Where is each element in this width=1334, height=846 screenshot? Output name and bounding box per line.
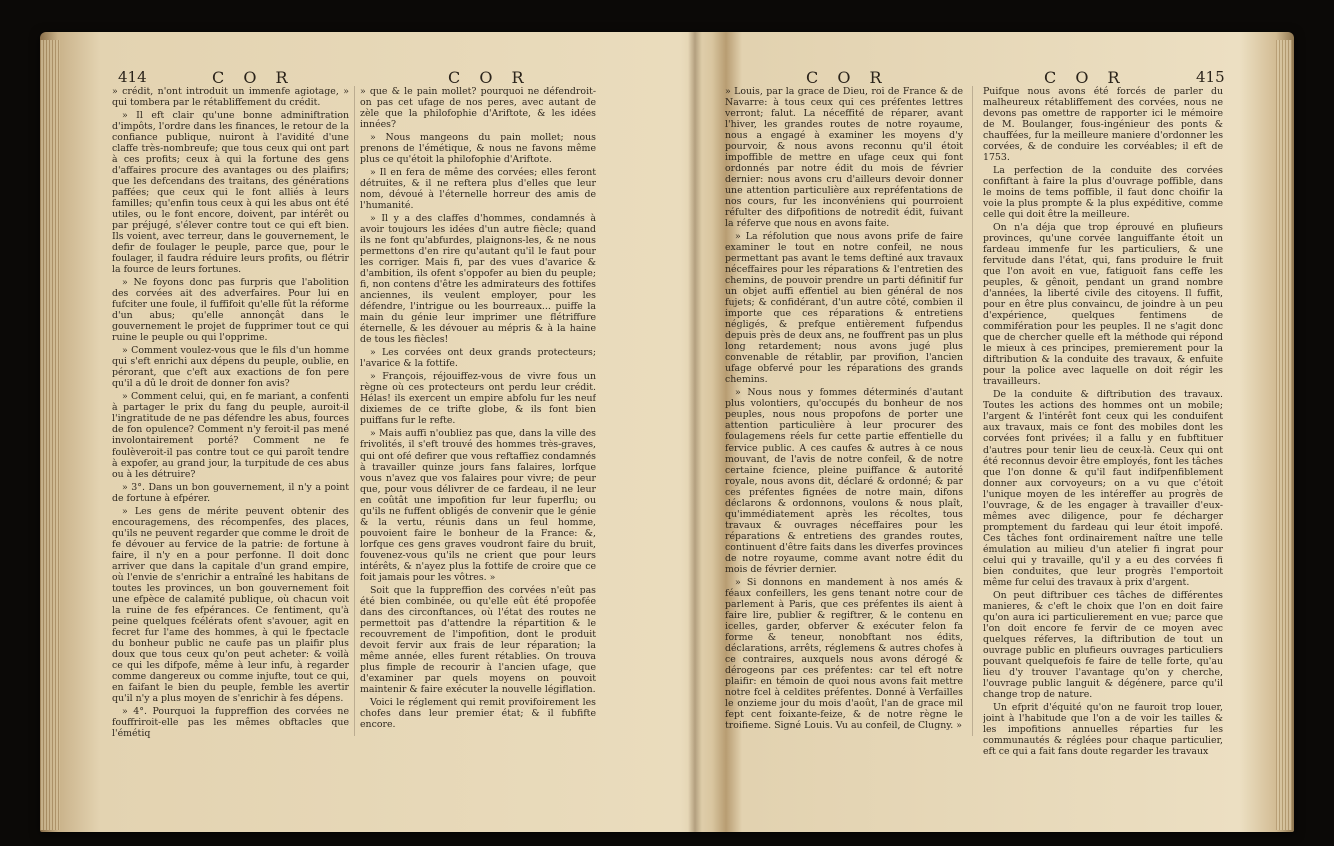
page-number-left: 414 (118, 68, 147, 86)
paragraph: » Comment voulez-vous que le fils d'un homme qui s'eft enrichi aux dépens du peuple, oublie, en pérorant, que c'eft aux exactions de fon pere qu'il a dû le droit de donner fon avis? (112, 345, 349, 390)
paragraph: » Louis, par la grace de Dieu, roi de France & de Navarre: à tous ceux qui ces préfentes lettres verront; falut. La néceffité de réparer, avant l'hiver, les grandes routes de notre royaume, nous a engagé à examiner les moyens d'y pourvoir, & nous avons reconnu qu'il étoit impoffible de mettre en ufage ceux qui font ordonnés par notre édit du mois de février dernier: nous avons cru d'ailleurs devoir donner une attention particulière aux repréfentations de nos cours, fur les inconvéniens qui pourroient réfulter des difpofitions de notredit édit, fuivant la réferve que nous en avons faite. (725, 86, 963, 230)
paragraph: » 4°. Pourquoi la fuppreffion des corvées ne fouffriroit-elle pas les mêmes obftacles que l'émétiq (112, 705, 349, 739)
paragraph: » La réfolution que nous avons prife de faire examiner le tout en notre confeil, ne nous permettant pas avant le tems deftiné aux travaux néceffaires pour les réparations & l'entretien des chemins, de pouvoir prendre un parti définitif fur un objet auffi effentiel au bien général de nos fujets; & confidérant, d'un autre côté, combien il importe que ces réparations & entretiens négligés, & prefque entièrement fufpendus depuis près de deux ans, ne fouffrent pas un plus long retardement; nous avons jugé plus convenable de rétablir, par provifion, l'ancien ufage obfervé pour les réparations des grands chemins. (725, 231, 963, 386)
paragraph: » Comment celui, qui, en fe mariant, a confenti à partager le prix du fang du peuple, auroit-il l'ingratitude de ne pas défendre les abus, fources de fon opulence? Comment n'y feroit-il pas mené involontairement porté? Comment ne fe foulèveroit-il pas contre tout ce qui paroît tendre à expofer, au grand jour, la turpitude de ces abus ou à les détruire? (112, 391, 349, 480)
book-gutter (688, 32, 702, 832)
running-head-right-2: C O R (1044, 68, 1127, 87)
column-rule-left (354, 86, 355, 736)
paragraph: La perfection de la conduite des corvées confiftant à faire la plus d'ouvrage poffible, dans le moins de tems poffible, il faut donc choifir la voie la plus prompte & la plus expéditive, comme celle qui doit être la meilleure. (983, 165, 1223, 221)
paragraph: De la conduite & diftribution des travaux. Toutes les actions des hommes ont un mobile; l'argent & l'intérêt font ceux qui les conduifent aux travaux, mais ce font des mobiles dont les corvées font privées; il a fallu y en fubftituer d'autres pour tenir lieu de ceux-là. Ceux qui ont été reconnus devoir être employés, font les tâches que l'on donne & qu'il faut indifpenfiblement donner aux corvoyeurs; on a vu que c'étoit l'unique moyen de les intéreffer au progrès de l'ouvrage, & de les engager à travailler d'eux-mêmes avec diligence, pour fe décharger promptement du fardeau qui leur étoit impofé. Ces tâches font ordinairement naître une telle émulation au milieu d'un atelier fi ingrat pour celui qui y travaille, qu'il y a eu des corvées fi bien conduites, que leur progrès l'emportoit même fur celui des travaux à prix d'argent. (983, 389, 1223, 588)
paragraph: » Nous nous y fommes déterminés d'autant plus volontiers, qu'occupés du bonheur de nos peuples, nous nous propofons de porter une attention particulière à leur procurer des foulagemens réels fur cette partie effentielle du fervice public. A ces caufes & autres à ce nous mouvant, de l'avis de notre confeil, & de notre certaine fcience, pleine puiffance & autorité royale, nous avons dit, déclaré & ordonné; & par ces préfentes fignées de notre main, difons déclarons & ordonnons, voulons & nous plaît, qu'immédiatement après les récoltes, tous travaux & ouvrages néceffaires pour les réparations & entretiens des grandes routes, continuent d'être faits dans les diverfes provinces de notre royaume, comme avant notre édit du mois de février dernier. (725, 387, 963, 575)
paragraph: » Les gens de mérite peuvent obtenir des encouragemens, des récompenfes, des places, qu'ils ne peuvent regarder que comme le droit de fe dévouer au fervice de la patrie: de fortune à faire, il n'y en a pour perfonne. Il doit donc arriver que dans la capitale d'un grand empire, où l'envie de s'enrichir a entraîné les habitans de toutes les provinces, un bon gouvernement foit une efpèce de calamité publique, où chacun voit la ruine de fes efpérances. Ce fentiment, qu'à peine quelques fcélérats ofent s'avouer, agit en fecret fur l'ame des hommes, à qui le fpectacle du bonheur public ne caufe pas un plaifir plus doux que tous ceux qu'on peut acheter: & voilà ce qui les difpofe, même à leur infu, à regarder comme dangereux ou comme injufte, tout ce qui, en faifant le bien du peuple, femble les avertir qu'il n'y a plus moyen de s'enrichir à fes dépens. (112, 505, 349, 704)
column-rule-right (972, 86, 973, 736)
paragraph: » Si donnons en mandement à nos amés & féaux confeillers, les gens tenant notre cour de parlement à Paris, que ces préfentes ils aient à faire lire, publier & regiftrer, & le contenu en icelles, garder, obferver & exécuter felon fa forme & teneur, nonobftant nos édits, déclarations, arrêts, réglemens & autres chofes à ce contraires, auxquels nous avons dérogé & dérogeons par ces préfentes: car tel eft notre plaifir: en témoin de quoi nous avons fait mettre notre fcel à celdites préfentes. Donné à Verfailles le onzieme jour du mois d'août, l'an de grace mil fept cent foixante-feize, & de notre règne le troifieme. Signé Louis. Vu au confeil, de Clugny. » (725, 576, 963, 731)
running-head-right-1: C O R (806, 68, 889, 87)
paragraph: » 3°. Dans un bon gouvernement, il n'y a point de fortune à efpérer. (112, 481, 349, 504)
running-head-left-1: C O R (212, 68, 295, 87)
paragraph: » Mais auffi n'oubliez pas que, dans la ville des frivolités, il s'eft trouvé des hommes très-graves, qui ont ofé defirer que vous reftaffiez condamnés à travailler quinze jours fans falaires, lorfque vous n'avez que vos falaires pour vivre; de peur que, pour vous délivrer de ce fardeau, il ne leur en coûtât une impofition fur leur fuperflu; ou qu'ils ne fuffent obligés de convenir que le génie & la vertu, réunis dans un feul homme, pouvoient faire le bonheur de la France: &, lorfque ces gens graves voudront faire du bruit, fouvenez-vous qu'ils ne crient que pour leurs intérêts, & n'ayez plus la fottife de croire que ce foit jamais pour les vôtres. » (360, 428, 596, 583)
paragraph: » Il y a des claffes d'hommes, condamnés à avoir toujours les idées d'un autre fiècle; quand ils ne font qu'abfurdes, plaignons-les, & ne nous permettons d'en rire qu'autant qu'il le faut pour les corriger. Mais fi, par des vues d'avarice & d'ambition, ils ofent s'oppofer au bien du peuple; fi, non contens d'être les admirateurs des fottifes anciennes, ils veulent employer, pour les défendre, l'intrigue ou les bourreaux... puiffe la main du génie leur imprimer une flétriffure éternelle, & les dévouer au mépris & à la haine de tous les fiècles! (360, 213, 596, 346)
paragraph: » Les corvées ont deux grands protecteurs; l'avarice & la fottife. (360, 347, 596, 370)
paragraph: » Nous mangeons du pain mollet; nous prenons de l'émétique, & nous ne favons même plus ce qu'étoit la philofophie d'Ariftote. (360, 132, 596, 166)
paragraph: » Il en fera de même des corvées; elles feront détruites, & il ne reftera plus d'elles que leur nom, dévoué à l'éternelle horreur des amis de l'humanité. (360, 167, 596, 212)
page-number-right: 415 (1196, 68, 1225, 86)
paragraph: Un efprit d'équité qu'on ne fauroit trop louer, joint à l'habitude que l'on a de voir les tailles & les impofitions annuelles réparties fur les communautés & réglées pour chaque particulier, eft ce qui a fait fans doute regarder les travaux (983, 701, 1223, 757)
text-column-1 (112, 86, 349, 812)
paragraph: » crédit, n'ont introduit un immenfe agiotage, » qui tombera par le rétabliffement du crédit. (112, 86, 349, 109)
text-column-3 (725, 86, 963, 812)
paragraph: » Ne foyons donc pas furpris que l'abolition des corvées ait des adverfaires. Pour lui en fufciter une foule, il fuffifoit qu'elle fût la réforme d'un abus; qu'elle annonçât dans le gouvernement le projet de fupprimer tout ce qui ruine le peuple ou qui l'opprime. (112, 277, 349, 344)
page-edges-right (1276, 40, 1292, 830)
paragraph: On n'a déja que trop éprouvé en plufieurs provinces, qu'une corvée languiffante étoit un fardeau immenfe fur les particuliers, & une fervitude dans l'état, qui, fans produire le fruit que l'on avoit en vue, fatiguoit fans ceffe les peuples, & gênoit, pendant un grand nombre d'années, la liberté civile des citoyens. Il fuffit, pour en être plus convaincu, de joindre à un peu d'expérience, quelques fentimens de commifération pour les peuples. Il ne s'agit donc que de chercher quelle eft la méthode qui répond le mieux à ces principes, premierement pour la diftribution & la conduite des travaux, & enfuite pour la police avec laquelle on doit régir les travailleurs. (983, 222, 1223, 388)
running-head-left-2: C O R (448, 68, 531, 87)
paragraph: » François, réjouiffez-vous de vivre fous un règne où ces protecteurs ont perdu leur crédit. Hélas! ils exercent un empire abfolu fur les neuf dixiemes de ce trifte globe, & ils font bien puiffans fur le refte. (360, 371, 596, 427)
paragraph: Voici le réglement qui remit provifoirement les chofes dans leur premier état; & il fubfifte encore. (360, 696, 596, 730)
paragraph: » que & le pain mollet? pourquoi ne défendroit-on pas cet ufage de nos peres, avec autant de zèle que la philofophie d'Ariftote, & les idées innées? (360, 86, 596, 131)
paragraph: On peut diftribuer ces tâches de différentes manieres, & c'eft le choix que l'on en doit faire qu'on aura ici particulierement en vue; parce que l'on doit encore fe fervir de ce moyen avec quelques réferves, la diftribution de tout un ouvrage public en plufieurs ouvrages particuliers pouvant quelquefois fe faire de telle forte, qu'au lieu d'y trouver l'avantage qu'on y cherche, l'ouvrage public languit & dégénere, parce qu'il change trop de nature. (983, 589, 1223, 700)
paragraph: Soit que la fuppreffion des corvées n'eût pas été bien combinée, ou qu'elle eût été propofée dans des circonftances, où l'état des routes ne permettoit pas d'attendre la répartition & le recouvrement de l'impofition, dont le produit devoit fervir aux frais de leur réparation; la même année, elles furent rétablies. On trouva plus fimple de recourir à l'ancien ufage, que d'examiner par quels moyens on pouvoit maintenir & faire exécuter la nouvelle légiflation. (360, 584, 596, 695)
page-edges-left (40, 40, 60, 830)
paragraph: Puifque nous avons été forcés de parler du malheureux rétabliffement des corvées, nous ne devons pas omettre de rapporter ici le mémoire de M. Boulanger, fous-ingénieur des ponts & chauffées, fur la meilleure maniere d'ordonner les corvées, & de conduire les corvéables; il eft de 1753. (983, 86, 1223, 164)
text-column-4 (983, 86, 1223, 812)
text-column-2 (360, 86, 596, 812)
paragraph: » Il eft clair qu'une bonne adminiftration d'impôts, l'ordre dans les finances, le retour de la confiance publique, nuiront à l'avidité d'une claffe très-nombreufe; que tous ceux qui ont part à ces profits; ceux à qui la fortune des gens d'affaires procure des avantages ou des plaifirs; que les defcendans des traitans, des générations paffées; que ceux qui le font alliés à leurs familles; qu'enfin tous ceux à qui les abus ont été utiles, ou le font encore, doivent, par intérêt ou par préjugé, s'élever contre tout ce qui eft bien. Ils voient, avec terreur, dans le gouvernement, le defir de foulager le peuple, parce que, pour le foulager, il faudra réduire leurs profits, ou flétrir la fource de leurs fortunes. (112, 110, 349, 276)
